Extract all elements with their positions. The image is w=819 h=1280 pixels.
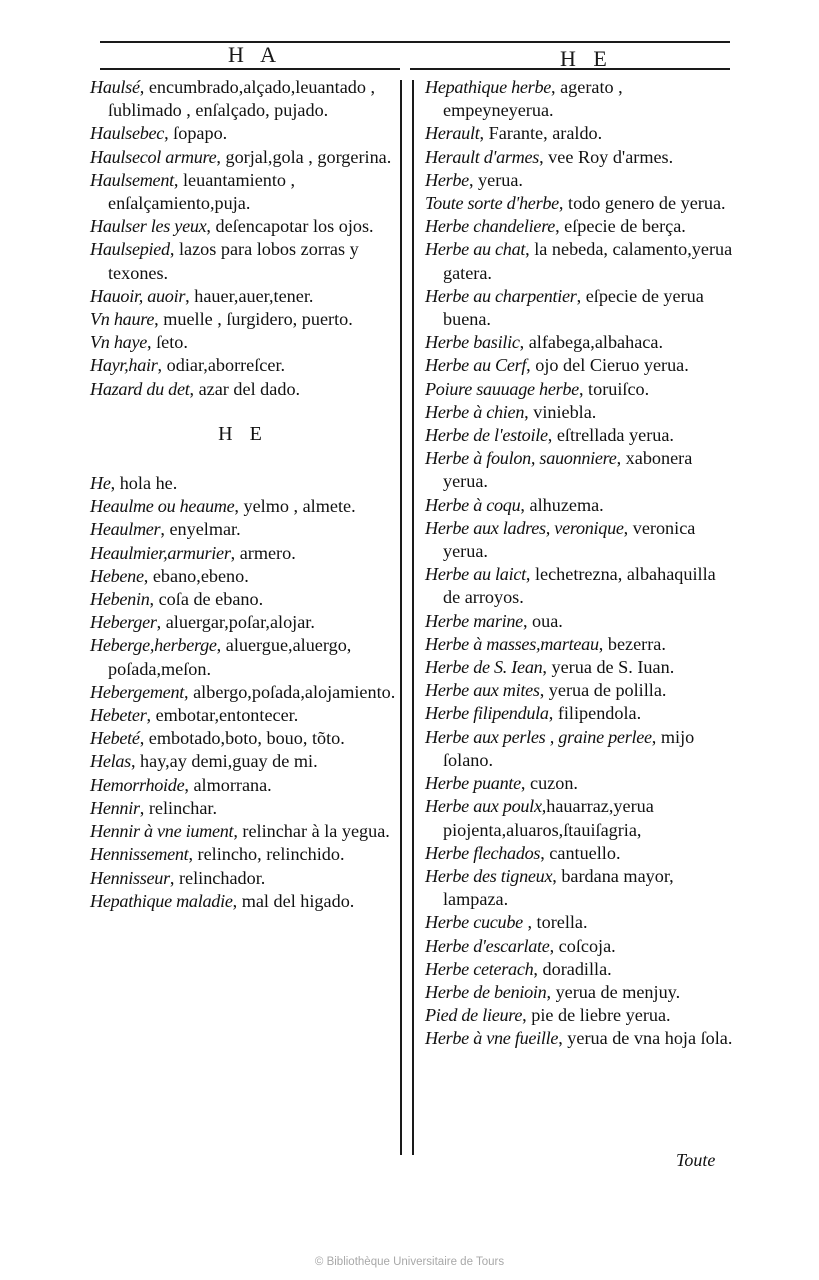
dictionary-entry xyxy=(90,285,396,308)
entry-headword: Helas xyxy=(90,751,131,772)
entry-translation: , ojo del Cieruo yerua. xyxy=(526,355,689,376)
entry-headword: Herbe aux mites xyxy=(425,680,540,701)
dictionary-entry xyxy=(425,1027,737,1050)
dictionary-entry xyxy=(425,122,737,145)
top-rule xyxy=(100,41,730,43)
entry-headword: Haulsebec xyxy=(90,123,165,144)
dictionary-entry xyxy=(90,76,396,122)
entry-headword: Poiure sauuage herbe xyxy=(425,378,579,399)
entry-headword: Herbe flechados xyxy=(425,842,541,863)
entry-translation: , cuzon. xyxy=(520,773,578,794)
entry-headword: Hennir à vne iument xyxy=(90,821,234,842)
dictionary-entry xyxy=(90,565,396,588)
dictionary-entry xyxy=(90,495,396,518)
dictionary-entry xyxy=(425,563,737,609)
entry-translation: , eſtrellada yerua. xyxy=(547,425,674,446)
dictionary-entry xyxy=(425,1004,737,1027)
entry-translation: , odiar,aborreſcer. xyxy=(157,355,286,376)
entry-headword: Heaulmier,armurier xyxy=(90,542,231,563)
dictionary-entry xyxy=(90,750,396,773)
entry-headword: Heaulmer xyxy=(90,519,161,540)
dictionary-entry xyxy=(425,865,737,911)
entry-translation: , albergo,poſada,alojamiento. xyxy=(184,681,396,702)
entry-translation: , todo genero de yerua. xyxy=(558,193,726,214)
entry-headword: Herbe aux perles , graine perlee xyxy=(425,726,652,747)
entry-headword: Herbe puante xyxy=(425,773,521,794)
dictionary-entry xyxy=(90,774,396,797)
right-page-header: H E xyxy=(560,46,613,71)
entry-headword: Heaulme ou heaume xyxy=(90,496,235,517)
entry-headword: Herbe à foulon, sauonniere xyxy=(425,448,617,469)
entry-translation: , leuantamiento , enſalçamiento,puja. xyxy=(108,169,296,214)
entry-headword: Herbe chandeliere xyxy=(425,216,556,237)
entry-headword: Hebergement xyxy=(90,681,184,702)
entry-headword: Hennisseur xyxy=(90,867,170,888)
dictionary-entry xyxy=(90,169,396,215)
right-column-rule xyxy=(412,80,414,1155)
section-heading: H E xyxy=(218,422,268,445)
dictionary-entry xyxy=(425,424,737,447)
entry-headword: Hennir xyxy=(90,797,140,818)
entry-translation: , veronica yerua. xyxy=(443,517,696,562)
entry-headword: Hennissement xyxy=(90,844,189,865)
entry-translation: , ſopapo. xyxy=(164,123,228,144)
entry-headword: Haulsé xyxy=(90,77,140,97)
entry-translation: , eſpecie de berça. xyxy=(555,216,686,237)
entry-headword: Herbe au Cerf xyxy=(425,355,527,376)
entry-headword: Heberger xyxy=(90,612,157,633)
entry-translation: , yerua de vna hoja ſola. xyxy=(558,1028,733,1049)
right-entries xyxy=(425,76,737,1051)
dictionary-entry xyxy=(425,702,737,725)
dictionary-entry xyxy=(425,76,737,122)
entry-translation: , deſencapotar los ojos. xyxy=(206,216,374,237)
entry-translation: , aluergar,poſar,alojar. xyxy=(156,612,315,633)
entry-headword: Herbe à masses,marteau xyxy=(425,633,599,654)
dictionary-entry xyxy=(425,238,737,284)
entry-translation: , embotado,boto, bouo, tõto. xyxy=(139,728,345,749)
entry-headword: Haulsepied xyxy=(90,239,170,260)
entry-headword: Herbe marine xyxy=(425,610,523,631)
entry-translation: , relinchar à la yegua. xyxy=(233,821,390,842)
entry-translation: , coſa de ebano. xyxy=(149,589,264,610)
dictionary-entry xyxy=(425,656,737,679)
left-page-header: H A xyxy=(228,42,283,67)
entry-headword: Herbe de S. Iean xyxy=(425,657,543,678)
dictionary-entry xyxy=(425,935,737,958)
entry-translation: , toruiſco. xyxy=(578,378,650,399)
entry-headword: He xyxy=(90,473,111,494)
entry-translation: , relincho, relinchido. xyxy=(188,844,345,865)
entry-translation: , yerua. xyxy=(468,169,523,190)
dictionary-entry xyxy=(90,843,396,866)
entry-headword: Hemorrhoide xyxy=(90,774,185,795)
entry-translation: , coſcoja. xyxy=(549,935,616,956)
entry-headword: Herbe ceterach xyxy=(425,958,534,979)
entry-headword: Hepathique maladie xyxy=(90,890,233,911)
entry-headword: Hayr,hair xyxy=(90,355,158,376)
dictionary-entry xyxy=(425,146,737,169)
entry-translation: , pie de liebre yerua. xyxy=(522,1005,671,1026)
dictionary-entry xyxy=(425,331,737,354)
entry-translation: , hay,ay demi,guay de mi. xyxy=(130,751,318,772)
entry-translation: , bezerra. xyxy=(598,633,666,654)
entry-translation: , Farante, araldo. xyxy=(479,123,603,144)
entry-headword: Heberge,herberge xyxy=(90,635,217,656)
dictionary-entry xyxy=(90,378,396,401)
dictionary-entry xyxy=(90,308,396,331)
dictionary-entry xyxy=(90,354,396,377)
dictionary-entry xyxy=(425,679,737,702)
entry-headword: Herbe xyxy=(425,169,469,190)
entry-headword: Herbe filipendula xyxy=(425,703,549,724)
dictionary-entry xyxy=(90,542,396,565)
dictionary-entry xyxy=(90,704,396,727)
entry-translation: , enyelmar. xyxy=(160,519,241,540)
entry-translation: , embotar,entontecer. xyxy=(146,705,299,726)
dictionary-entry xyxy=(425,494,737,517)
entry-translation: , yelmo , almete. xyxy=(234,496,356,517)
entry-translation: , filipendola. xyxy=(548,703,642,724)
entry-headword: Hebene xyxy=(90,565,144,586)
entry-headword: Herbe à vne fueille xyxy=(425,1028,559,1049)
entry-translation: , doradilla. xyxy=(533,958,612,979)
dictionary-entry xyxy=(425,633,737,656)
entry-headword: Herbe aux ladres, veronique xyxy=(425,517,624,538)
dictionary-entry xyxy=(90,122,396,145)
entry-headword: Herbe au chat xyxy=(425,239,526,260)
left-entries-he xyxy=(90,472,396,913)
dictionary-entry xyxy=(425,447,737,493)
dictionary-entry xyxy=(90,681,396,704)
entry-translation: , yerua de polilla. xyxy=(539,680,667,701)
dictionary-entry xyxy=(90,518,396,541)
entry-translation: , mal del higado. xyxy=(232,890,355,911)
dictionary-entry xyxy=(425,517,737,563)
entry-headword: Herbe d'escarlate xyxy=(425,935,550,956)
entry-translation: , yerua de S. Iuan. xyxy=(542,657,675,678)
entry-translation: , encumbrado,alçado,leuantado , ſublimado , enſalçado, pujado. xyxy=(108,77,376,121)
dictionary-entry xyxy=(425,610,737,633)
entry-translation: ,hauarraz,yerua piojenta,aluaros,ſtauiſagria, xyxy=(443,796,654,840)
left-column xyxy=(90,76,396,913)
dictionary-entry xyxy=(90,238,396,284)
entry-translation: , alfabega,albahaca. xyxy=(519,332,663,353)
dictionary-entry xyxy=(425,981,737,1004)
entry-translation: , hauer,auer,tener. xyxy=(185,285,314,306)
entry-translation: , relinchador. xyxy=(169,867,266,888)
entry-headword: Herbe de benioin xyxy=(425,981,547,1002)
dictionary-entry xyxy=(90,588,396,611)
entry-translation: , relinchar. xyxy=(139,797,217,818)
entry-headword: Haulser les yeux xyxy=(90,216,207,237)
entry-headword: Hauoir, auoir xyxy=(90,285,186,306)
entry-translation: , torella. xyxy=(522,912,588,933)
dictionary-entry xyxy=(425,958,737,981)
entry-headword: Vn haye xyxy=(90,332,147,353)
entry-translation: , ſeto. xyxy=(146,332,188,353)
entry-headword: Herbe basilic xyxy=(425,332,520,353)
entry-translation: , viniebla. xyxy=(524,401,597,422)
entry-translation: , almorrana. xyxy=(184,774,272,795)
dictionary-entry xyxy=(425,842,737,865)
entry-translation: , bardana mayor, lampaza. xyxy=(443,865,674,910)
entry-translation: , xabonera yerua. xyxy=(443,448,693,492)
entry-translation: , hola he. xyxy=(110,473,178,494)
entry-translation: , vee Roy d'armes. xyxy=(539,146,674,167)
left-column-rule xyxy=(400,80,402,1155)
catchword: Toute xyxy=(676,1150,716,1170)
dictionary-entry xyxy=(90,331,396,354)
entry-headword: Herbe à chien xyxy=(425,401,525,422)
entry-translation: , agerato , empeyneyerua. xyxy=(443,77,623,121)
entry-headword: Herbe de l'estoile xyxy=(425,425,548,446)
entry-headword: Haulsecol armure xyxy=(90,146,217,167)
entry-translation: , muelle , ſurgidero, puerto. xyxy=(154,309,353,330)
entry-translation: , ebano,ebeno. xyxy=(143,565,249,586)
entry-headword: Herault d'armes xyxy=(425,146,540,167)
entry-headword: Hebenin xyxy=(90,589,150,610)
entry-headword: Vn haure xyxy=(90,309,155,330)
entry-translation: , aluergue,aluergo, poſada,meſon. xyxy=(108,635,352,679)
entry-translation: , alhuzema. xyxy=(520,494,604,515)
copyright-footer: © Bibliothèque Universitaire de Tours xyxy=(314,1256,505,1268)
dictionary-entry xyxy=(90,634,396,680)
dictionary-entry xyxy=(425,726,737,772)
dictionary-entry xyxy=(90,727,396,750)
dictionary-entry xyxy=(425,911,737,934)
entry-headword: Pied de lieure xyxy=(425,1005,523,1026)
entry-headword: Herbe au charpentier xyxy=(425,285,577,306)
entry-translation: , yerua de menjuy. xyxy=(546,981,681,1002)
entry-headword: Herbe cucube xyxy=(425,912,523,933)
entry-translation: , eſpecie de yerua buena. xyxy=(443,285,704,330)
dictionary-entry xyxy=(425,772,737,795)
dictionary-entry xyxy=(90,890,396,913)
entry-translation: , cantuello. xyxy=(540,842,621,863)
entry-headword: Herault xyxy=(425,123,480,144)
entry-headword: Herbe à coqu xyxy=(425,494,521,515)
dictionary-entry xyxy=(425,285,737,331)
entry-headword: Herbe au laict xyxy=(425,564,526,585)
entry-translation: , lazos para lobos zorras y texones. xyxy=(108,239,359,283)
dictionary-entry xyxy=(425,215,737,238)
entry-translation: , mijo ſolano. xyxy=(443,726,695,770)
entry-translation: , la nebeda, calamento,yerua gatera. xyxy=(443,239,733,283)
dictionary-entry xyxy=(425,401,737,424)
dictionary-entry xyxy=(425,795,737,841)
dictionary-entry xyxy=(425,354,737,377)
dictionary-entry xyxy=(90,820,396,843)
entry-translation: , azar del dado. xyxy=(189,378,301,399)
entry-translation: , gorjal,gola , gorgerina. xyxy=(216,146,392,167)
entry-headword: Hepathique herbe xyxy=(425,77,552,97)
dictionary-entry xyxy=(425,192,737,215)
dictionary-entry xyxy=(90,611,396,634)
entry-translation: , armero. xyxy=(230,542,296,563)
entry-headword: Hazard du det xyxy=(90,378,190,399)
entry-headword: Hebeter xyxy=(90,705,147,726)
entry-translation: , lechetrezna, albahaquilla de arroyos. xyxy=(443,564,716,608)
dictionary-entry xyxy=(425,169,737,192)
dictionary-entry xyxy=(90,797,396,820)
entry-headword: Hebeté xyxy=(90,728,140,749)
dictionary-entry xyxy=(90,215,396,238)
left-entries xyxy=(90,76,396,401)
dictionary-entry xyxy=(90,472,396,495)
right-column xyxy=(425,76,737,1051)
left-header-rule xyxy=(100,68,400,70)
entry-headword: Toute sorte d'herbe xyxy=(425,193,559,214)
entry-headword: Herbe des tigneux xyxy=(425,865,553,886)
dictionary-entry xyxy=(90,146,396,169)
entry-translation: , oua. xyxy=(522,610,563,631)
dictionary-entry xyxy=(90,867,396,890)
entry-headword: Haulsement xyxy=(90,169,174,190)
entry-headword: Herbe aux poulx xyxy=(425,796,542,817)
dictionary-entry xyxy=(425,378,737,401)
